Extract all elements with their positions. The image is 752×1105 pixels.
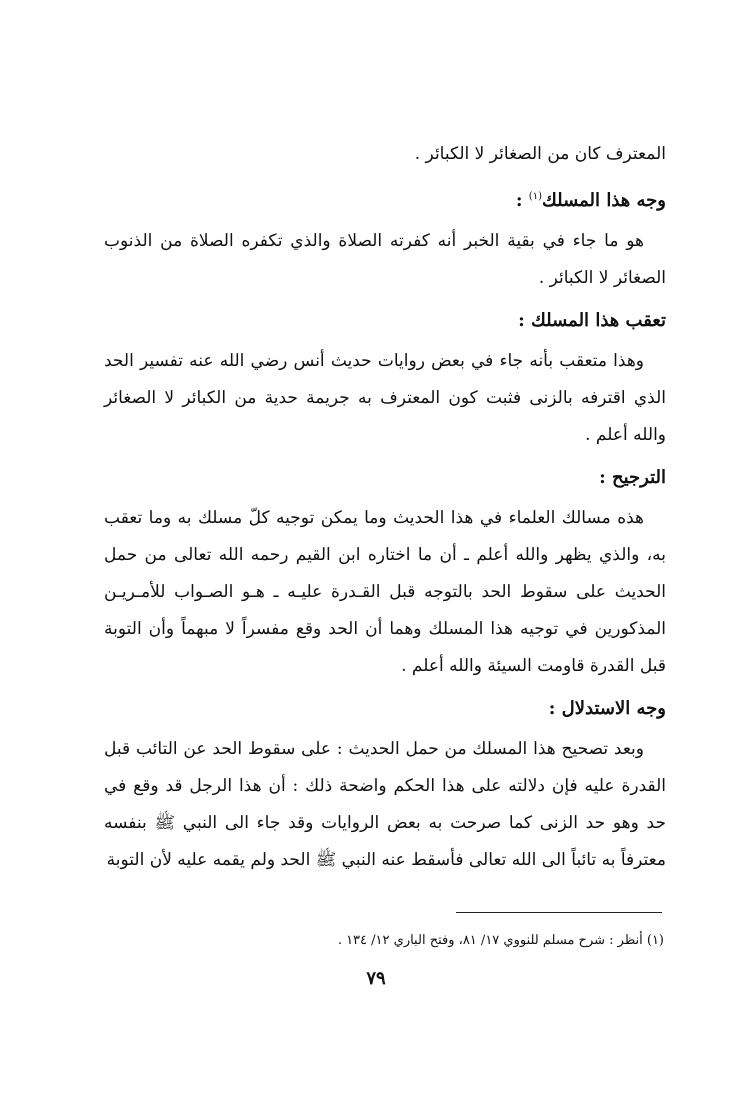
heading-colon: : [515, 190, 523, 211]
section-heading [104, 179, 666, 219]
section-paragraph: وهذا متعقب بأنه جاء في بعض روايات حديث أنس رضي الله عنه تفسير الحد الذي اقترفه بالزنى فثبت كون المعترف به جريمة حدية من الكبائر لا الصغائر والله أعلم . [104, 351, 666, 445]
footnote-divider [456, 912, 662, 913]
section-paragraph: هو ما جاء في بقية الخبر أنه كفرته الصلاة والذي تكفره الصلاة من الذنوب الصغائر لا الكبائر . [104, 231, 666, 288]
page-number: ٧٩ [366, 968, 386, 989]
section-paragraph: وبعد تصحيح هذا المسلك من حمل الحديث : على سقوط الحد عن التائب قبل القدرة عليه فإن دلالته على هذا الحكم واضحة ذلك : أن هذا الرجل قد وقع في حد وهو حد الزنى كما صرحت به بعض الروايات وقد جاء الى النبي ﷺ بنفسه معترفاً به تائباً الى الله تعالى فأسقط عنه النبي ﷺ الحد ولم يقمه عليه لأن التوبة [104, 739, 666, 870]
section-paragraph: هذه مسالك العلماء في هذا الحديث وما يمكن توجيه كلّ مسلك به وما تعقب به، والذي يظهر والله أعلم ـ أن ما اختاره ابن القيم رحمه الله تعالى من حمل الحديث على سقوط الحد بالتوجه قبل القـدرة عليـه ـ هـو الصـواب للأمـريـن المذكورين في توجيه هذا المسلك وهما أن الحد وقع مفسراً لا مبهماً وأن التوبة قبل القدرة قاومت السيئة والله أعلم . [104, 508, 666, 676]
section-heading: تعقب هذا المسلك : [518, 310, 666, 331]
section-heading: الترجيح : [599, 467, 666, 488]
footnote-marker: (١) [528, 191, 542, 202]
footnote: (١) أنظر : شرح مسلم للنووي ١٧/ ٨١، وفتح الباري ١٢/ ١٣٤ . [337, 933, 664, 948]
continuation-line: المعترف كان من الصغائر لا الكبائر . [414, 144, 666, 164]
section-heading: وجه الاستدلال : [548, 698, 666, 719]
page-body [104, 136, 666, 879]
heading-text: وجه هذا المسلك [541, 190, 666, 211]
